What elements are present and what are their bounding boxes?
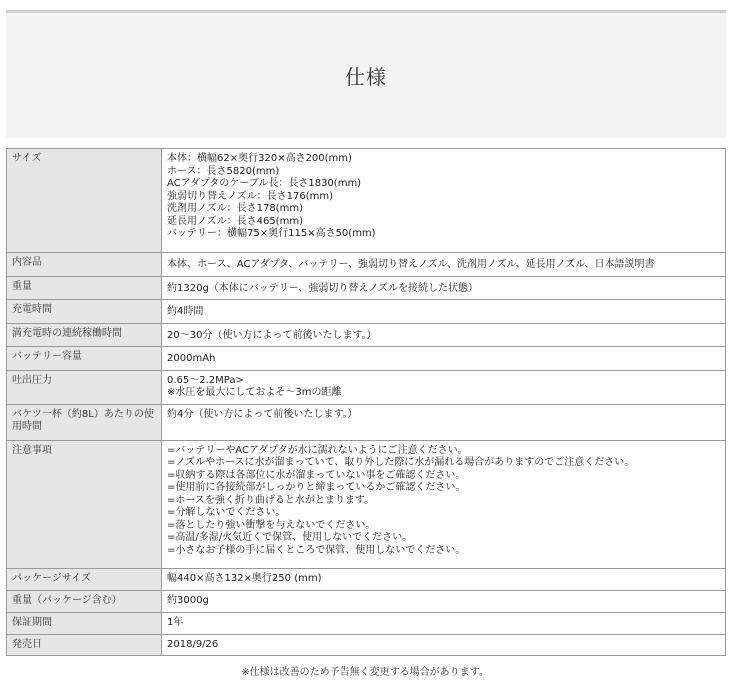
spec-value-line: 本体、ホース、ACアダプタ、バッテリー、強弱切り替えノズル、洗剤用ノズル、延長用ノズル、日本語説明書 — [167, 259, 655, 270]
spec-value-line: 本体：横幅62×奥行320×高さ200(mm) — [167, 153, 352, 164]
spec-label: 内容品 — [7, 253, 162, 277]
spec-value — [162, 440, 726, 568]
spec-label: 吐出圧力 — [7, 370, 162, 404]
spec-value-line: 1年 — [167, 616, 184, 628]
spec-value-line: 0.65～2.2MPa> — [167, 374, 244, 386]
spec-row — [7, 323, 726, 347]
spec-value — [162, 276, 726, 300]
spec-label: サイズ — [7, 149, 162, 253]
spec-value-line: ※水圧を最大にしておよそ～3mの距離 — [167, 387, 342, 398]
spec-row — [7, 370, 726, 404]
spec-value-line: 約4時間 — [167, 306, 204, 317]
spec-value — [162, 634, 726, 656]
spec-value-line: =小さなお子様の手に届くところで保管、使用しないでください。 — [167, 544, 466, 556]
spec-row — [7, 440, 726, 568]
spec-value-line: =高温/多湿/火気近くで保管、使用しないでください。 — [167, 532, 413, 543]
spec-row — [7, 347, 726, 371]
spec-value-line: =落としたり強い衝撃を与えないでください。 — [167, 519, 376, 531]
spec-label: 満充電時の連続稼働時間 — [7, 323, 162, 347]
spec-value-line: 20～30分（使い方によって前後いたします。） — [167, 329, 377, 341]
spec-label: 注意事項 — [7, 440, 162, 568]
spec-label: 保証期間 — [7, 612, 162, 634]
spec-value-line: 2018/9/26 — [167, 638, 219, 650]
spec-value-line: =ノズルやホースに水が溜まっていて、取り外した際に水が漏れる場合がありますのでご注意ください。 — [167, 457, 635, 468]
spec-row — [7, 568, 726, 590]
spec-row — [7, 276, 726, 300]
spec-value-line: 洗剤用ノズル：長さ178(mm) — [167, 203, 303, 214]
spec-value-line: ACアダプタのケーブル長：長さ1830(mm) — [167, 178, 362, 189]
spec-row — [7, 612, 726, 634]
spec-label: バッテリー容量 — [7, 347, 162, 371]
spec-row — [7, 300, 726, 324]
spec-value — [162, 323, 726, 347]
spec-value-line: 幅440×高さ132×奥行250 (mm) — [167, 572, 322, 584]
spec-value-line: 延長用ノズル：長さ465(mm) — [167, 215, 303, 227]
spec-row — [7, 404, 726, 440]
spec-value-line: 強弱切り替えノズル：長さ176(mm) — [167, 190, 333, 202]
spec-label: バケツ一杯（約8L）あたりの使用時間 — [7, 404, 162, 440]
spec-value-line: =バッテリーやACアダプタが水に濡れないようにご注意ください。 — [167, 444, 468, 456]
spec-label: 重量（パッケージ含む） — [7, 590, 162, 612]
spec-label: 重量 — [7, 276, 162, 300]
spec-value-line: =ホースを強く折り曲げると水がとまります。 — [167, 494, 375, 506]
spec-value-line: =分解しないでください。 — [167, 507, 286, 518]
spec-value-line: 約4分（使い方によって前後いたします。） — [167, 408, 358, 420]
spec-value-line: ホース：長さ5820(mm) — [167, 165, 280, 177]
spec-value-line: 2000mAh — [167, 353, 216, 364]
spec-value-line: バッテリー：横幅75×奥行115×高さ50(mm) — [167, 228, 376, 239]
spec-value — [162, 347, 726, 371]
spec-label: 発売日 — [7, 634, 162, 656]
spec-value — [162, 149, 726, 253]
spec-label: パッケージサイズ — [7, 568, 162, 590]
spec-value — [162, 612, 726, 634]
spec-row — [7, 253, 726, 277]
spec-label: 充電時間 — [7, 300, 162, 324]
spec-table — [6, 148, 726, 656]
page-title: 仕様 — [345, 65, 387, 89]
spec-value — [162, 590, 726, 612]
spec-row — [7, 590, 726, 612]
spec-value-line: 約1320g（本体にバッテリー、強弱切り替えノズルを接続した状態） — [167, 282, 478, 294]
spec-value-line: =使用前に各接続部がしっかりと締まっているかご確認ください。 — [167, 482, 466, 493]
spec-row — [7, 634, 726, 656]
spec-value — [162, 300, 726, 324]
footnote: ※仕様は改善のため予告無く変更する場合があります。 — [241, 667, 489, 678]
spec-table-body — [7, 149, 726, 656]
title-banner — [6, 10, 726, 138]
spec-row — [7, 149, 726, 253]
spec-value-line: =収納する際は各部位に水が溜まっていない事をご確認ください。 — [167, 469, 466, 481]
spec-value — [162, 568, 726, 590]
spec-value — [162, 404, 726, 440]
spec-value — [162, 253, 726, 277]
spec-value-line: 約3000g — [167, 594, 209, 606]
spec-value — [162, 370, 726, 404]
